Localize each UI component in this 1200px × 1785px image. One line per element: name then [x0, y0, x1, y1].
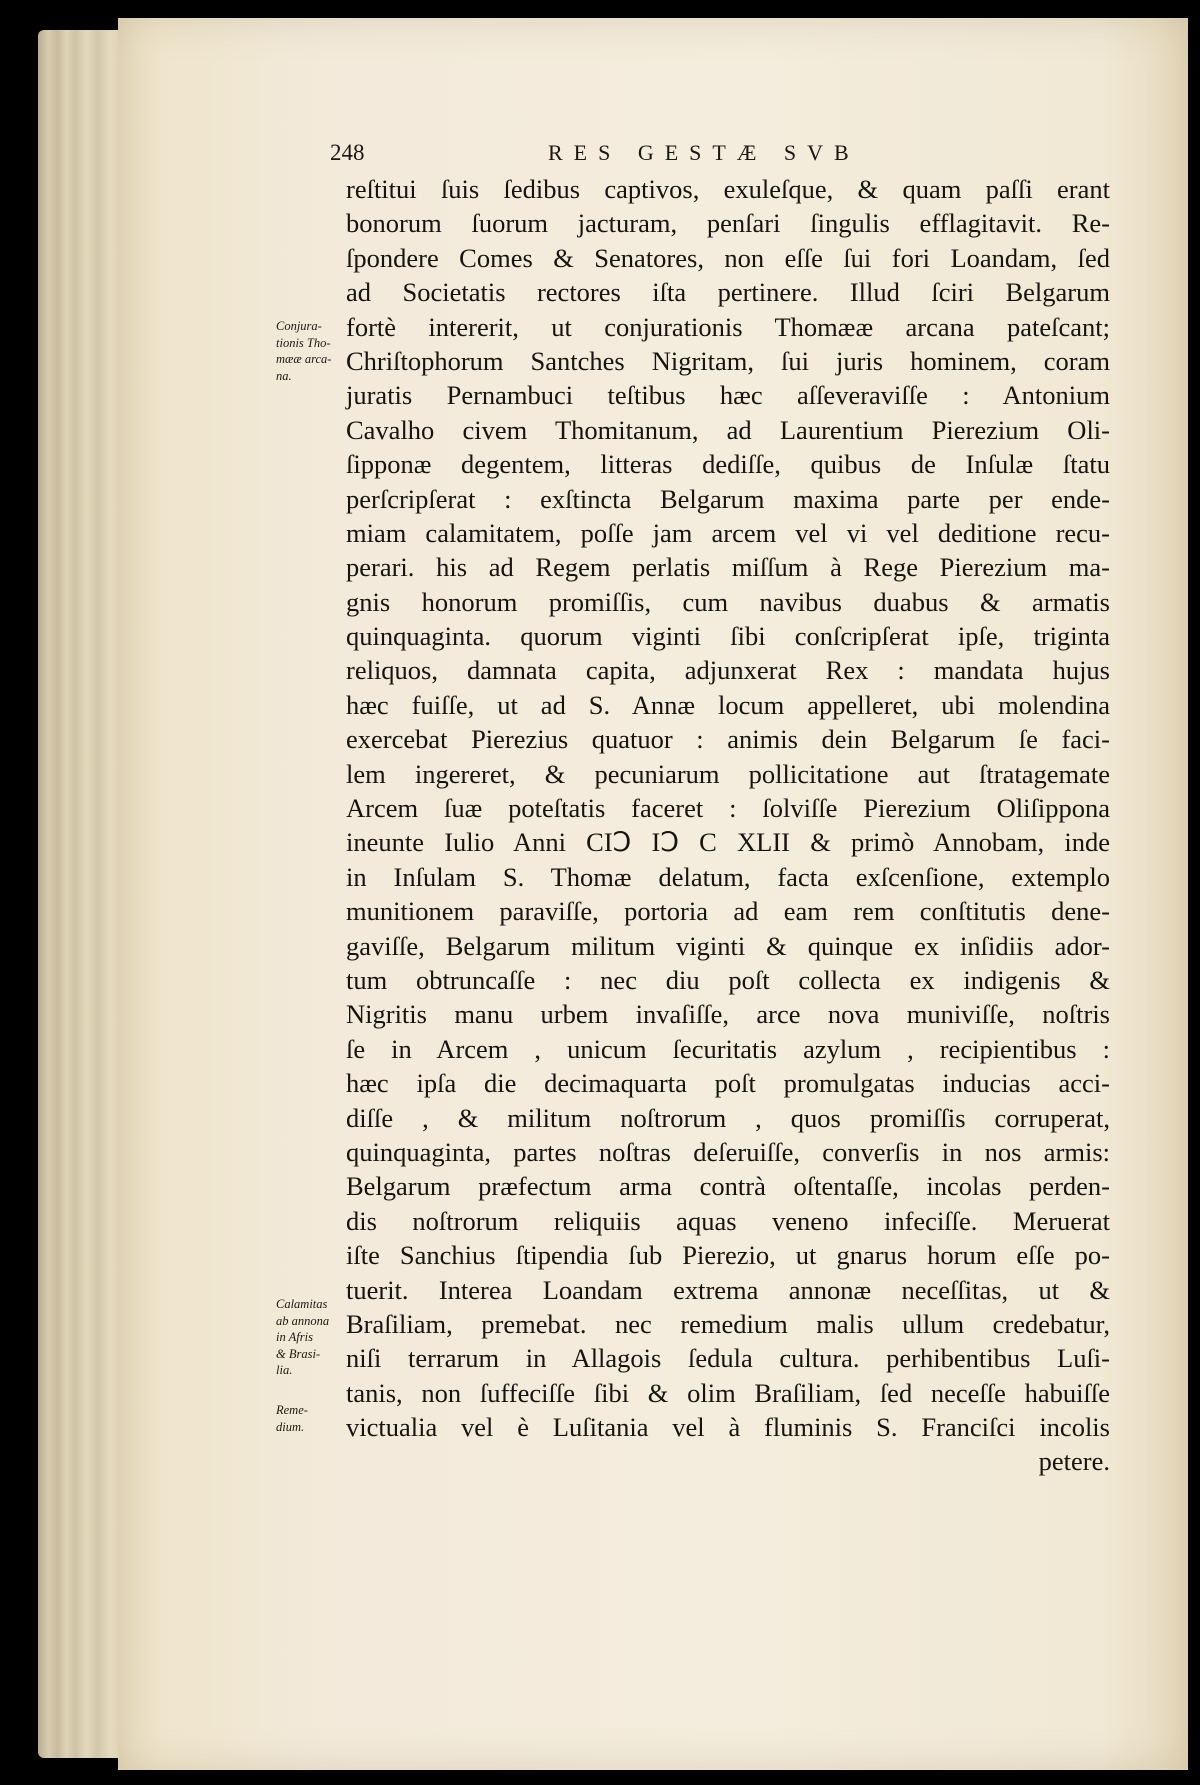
text-line: ſipponæ degentem, litteras dediſſe, quibus de Inſulæ ſtatu [346, 449, 1110, 480]
text-line: bonorum ſuorum jacturam, penſari ſingulis efflagitavit. Re- [346, 208, 1110, 239]
marginal-note-calamity [276, 1296, 340, 1379]
text-line: quinquaginta, partes noſtras deſeruiſſe, converſis in nos armis: [346, 1136, 1110, 1167]
text-line: dis noſtrorum reliquiis aquas veneno infeciſſe. Meruerat [346, 1205, 1110, 1236]
marginal-note-line: & Brasi- [276, 1346, 321, 1361]
body-text [346, 172, 1110, 1479]
marginal-note-line: Reme- [276, 1403, 308, 1417]
text-line: juratis Pernambuci teſtibus hæc aſſeveraviſſe : Antonium [346, 380, 1110, 411]
text-line: diſſe , & militum noſtrorum , quos promiſſis corruperat, [346, 1102, 1110, 1133]
text-line: miam calamitatem, poſſe jam arcem vel vi vel deditione recu- [346, 517, 1110, 548]
text-line: lem ingereret, & pecuniarum pollicitatione aut ſtratagemate [346, 758, 1110, 789]
text-line: Chriſtophorum Santches Nigritam, ſui juris hominem, coram [346, 345, 1110, 376]
text-line: niſi terrarum in Allagois ſedula cultura. perhibentibus Luſi- [346, 1343, 1110, 1374]
marginal-note-line: lia. [276, 1363, 293, 1377]
text-line: Braſiliam, premebat. nec remedium malis ullum credebatur, [346, 1308, 1110, 1339]
text-line: gnis honorum promiſſis, cum navibus duabus & armatis [346, 586, 1110, 617]
text-line: reliquos, damnata capita, adjunxerat Rex : mandata hujus [346, 655, 1110, 686]
text-line: ad Societatis rectores iſta pertinere. Illud ſciri Belgarum [346, 277, 1110, 308]
text-line: Nigritis manu urbem invaſiſſe, arce nova muniviſſe, noſtris [346, 999, 1110, 1030]
text-line: gaviſſe, Belgarum militum viginti & quinque ex inſidiis ador- [346, 930, 1110, 961]
marginal-note-line: Conjura- [276, 319, 322, 333]
text-line: hæc ipſa die decimaquarta poſt promulgatas inducias acci- [346, 1068, 1110, 1099]
running-head: RES GESTÆ SVB [548, 140, 860, 165]
text-line: ſpondere Comes & Senatores, non eſſe ſui fori Loandam, ſed [346, 242, 1110, 273]
marginal-note-line: in Afris [276, 1330, 313, 1344]
marginal-note-line: Calamitas [276, 1297, 328, 1311]
page-header [330, 140, 970, 176]
text-line: tum obtruncaſſe : nec diu poſt collecta ex indigenis & [346, 964, 1110, 995]
text-line: munitionem paraviſſe, portoria ad eam rem conſtitutis dene- [346, 896, 1110, 927]
text-line: tanis, non ſuffeciſſe ſibi & olim Braſiliam, ſed neceſſe habuiſſe [346, 1377, 1110, 1408]
text-line: Cavalho civem Thomitanum, ad Laurentium Pierezium Oli- [346, 414, 1110, 445]
marginal-note-conjuration [276, 318, 340, 384]
page-number: 248 [330, 140, 365, 165]
marginal-note-line: tionis Tho- [276, 335, 331, 350]
text-line: perari. his ad Regem perlatis miſſum à Rege Pierezium ma- [346, 552, 1110, 583]
text-line: ſe in Arcem , unicum ſecuritatis azylum , recipientibus : [346, 1033, 1110, 1064]
text-line: Belgarum præfectum arma contrà oſtentaſſe, incolas perden- [346, 1171, 1110, 1202]
text-line: quinquaginta. quorum viginti ſibi conſcripſerat ipſe, triginta [346, 621, 1110, 652]
text-line: petere. [1038, 1446, 1110, 1477]
text-line: perſcripſerat : exſtincta Belgarum maxima parte per ende- [346, 483, 1110, 514]
marginal-note-line: mææ arca- [276, 352, 332, 366]
text-line: ineunte Iulio Anni CIↃ IↃ C XLII & primò Annobam, inde [346, 827, 1110, 858]
text-line: Arcem ſuæ poteſtatis faceret : ſolviſſe Pierezium Oliſippona [346, 793, 1110, 824]
marginal-note-line: ab annona [276, 1313, 330, 1328]
text-line: exercebat Pierezius quatuor : animis dein Belgarum ſe faci- [346, 724, 1110, 755]
text-line: tuerit. Interea Loandam extrema annonæ neceſſitas, ut & [346, 1274, 1110, 1305]
text-line: in Inſulam S. Thomæ delatum, facta exſcenſione, extemplo [346, 861, 1110, 892]
text-line: iſte Sanchius ſtipendia ſub Pierezio, ut gnarus horum eſſe po- [346, 1240, 1110, 1271]
text-line: hæc fuiſſe, ut ad S. Annæ locum appelleret, ubi molendina [346, 689, 1110, 720]
marginal-note-line: na. [276, 368, 292, 383]
text-line: fortè intererit, ut conjurationis Thomææ arcana pateſcant; [346, 311, 1110, 342]
marginal-note-line: dium. [276, 1419, 305, 1434]
marginal-note-remedy [276, 1402, 340, 1435]
text-line: reſtitui ſuis ſedibus captivos, exuleſque, & quam paſſi erant [346, 174, 1110, 204]
text-line: victualia vel è Luſitania vel à fluminis S. Franciſci incolis [346, 1412, 1110, 1443]
